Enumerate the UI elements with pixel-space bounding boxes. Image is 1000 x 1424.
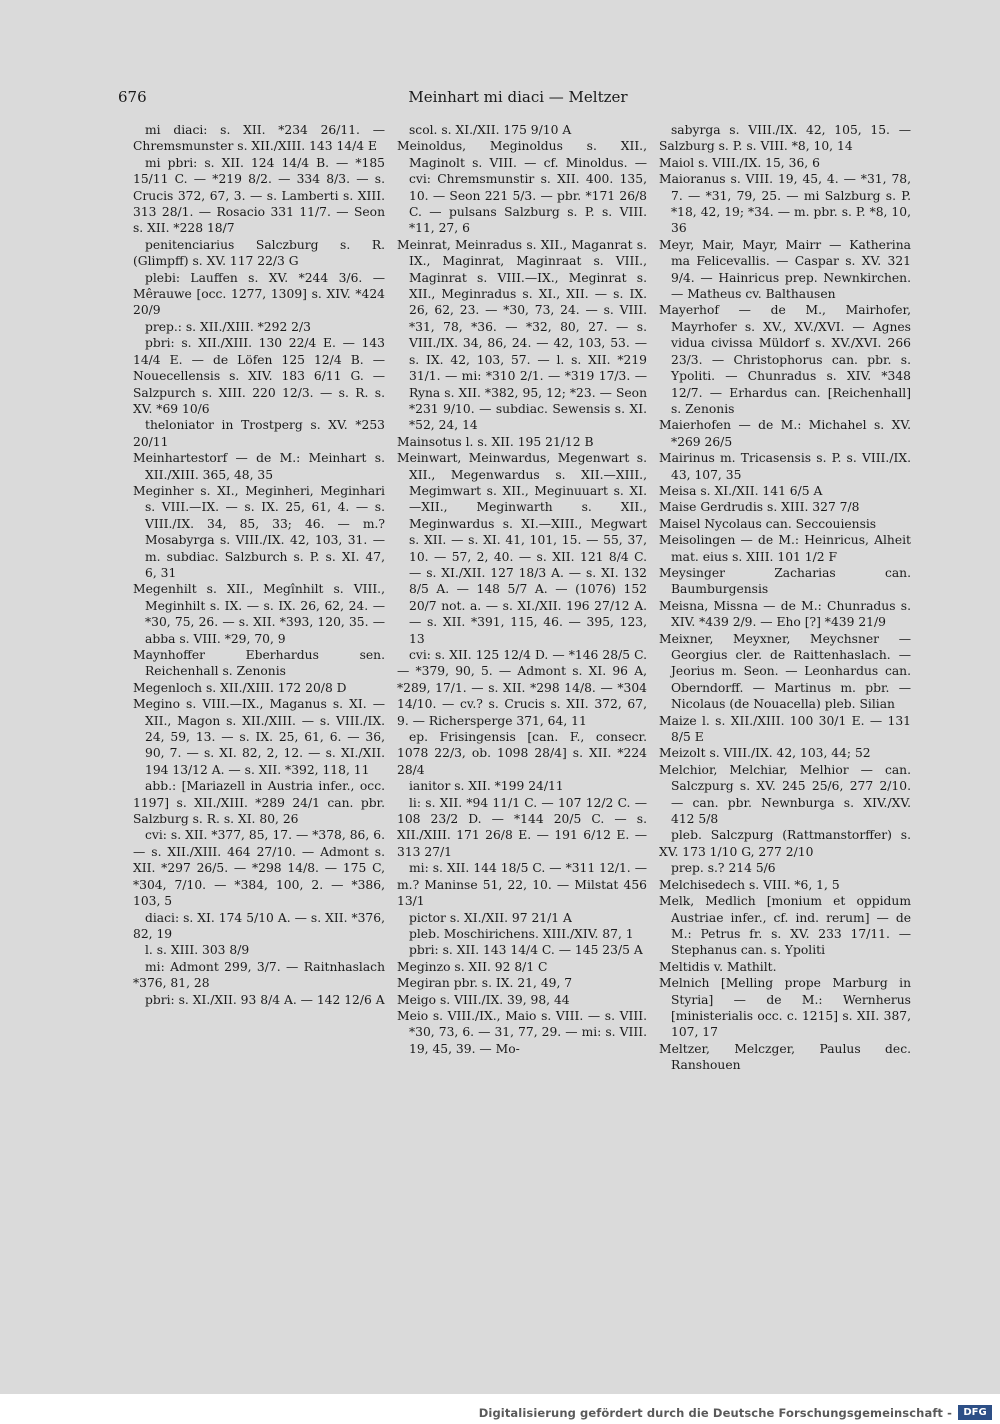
index-subentry: pictor s. XI./XII. 97 21/1 A [409,910,572,925]
index-subentry: mi diaci: s. XII. *234 26/11. — Chremsmunster s. XII./XIII. 143 14/4 E [133,123,385,154]
index-entry: Megenloch s. XII./XIII. 172 20/8 D [133,680,347,695]
index-subentry: pbri: s. XI./XII. 93 8/4 A. — 142 12/6 A [145,992,385,1007]
index-entry: Maierhofen — de M.: Michahel s. XV. *269 26/5 [659,418,911,449]
index-subentry: prep.: s. XII./XIII. *292 2/3 [145,319,311,334]
index-entry: Maiol s. VIII./IX. 15, 36, 6 [659,155,820,170]
index-entry: Meigo s. VIII./IX. 39, 98, 44 [397,992,570,1007]
index-subentry: mi: Admont 299, 3/7. — Raitnhaslach *376, 81, 28 [133,959,385,991]
index-entry: Meizolt s. VIII./IX. 42, 103, 44; 52 [659,746,871,761]
index-subentry: pleb. Moschirichens. XIII./XIV. 87, 1 [409,926,634,941]
index-subentry: sabyrga s. VIII./IX. 42, 105, 15. — Salzburg s. P. s. VIII. *8, 10, 14 [659,123,911,154]
index-entry: Meltidis v. Mathilt. [659,959,777,974]
index-entry: Meinrat, Meinradus s. XII., Maganrat s. IX., Maginrat, Maginraat s. VIII., Maginrat s. VIII.—IX., Meginrat s. XII., Meginradus s. XI., XII. — s. IX. 26, 62, 23. — *30, 73, 24. — s. VIII. *31, 78, *36. — *32, 80, 27. — s. VIII./IX. 34, 86, 24. — 42, 103, 53. — s. IX. 42, 103, 57. — l. s. XII. *219 31/1. — mi: *310 2/1. — *319 17/3. — Ryna s. XII. *382, 95, 12; *23. — Seon *231 9/10. — subdiac. Sewensis s. XI. *52, 24, 14 [397,237,647,433]
column-3 [659,122,911,1074]
footer-credit: Digitalisierung gefördert durch die Deutsche Forschungsgemeinschaft - [478,1406,952,1420]
index-entry: Melchisedech s. VIII. *6, 1, 5 [659,877,840,892]
index-entry: Meixner, Meyxner, Meychsner — Georgius cler. de Raittenhaslach. — Jeorius m. Seon. — Leonhardus can. Oberndorff. — Martinus m. pbr. — Nicolaus (de Nouacella) pleb. Silian [659,631,911,712]
index-entry: Meio s. VIII./IX., Maio s. VIII. — s. VIII. *30, 73, 6. — 31, 77, 29. — mi: s. VIII. 19, 45, 39. — Mo- [397,1008,647,1056]
index-subentry: ianitor s. XII. *199 24/11 [409,779,564,794]
index-entry: Meisolingen — de M.: Heinricus, Alheit mat. eius s. XIII. 101 1/2 F [659,533,911,564]
index-subentry: ep. Frisingensis [can. F., consecr. 1078 22/3, ob. 1098 28/4] s. XII. *224 28/4 [397,730,647,777]
index-subentry: scol. s. XI./XII. 175 9/10 A [409,123,572,137]
index-subentry: diaci: s. XI. 174 5/10 A. — s. XII. *376, 82, 19 [133,910,385,941]
index-entry: Meinwart, Meinwardus, Megenwart s. XII., Megenwardus s. XII.—XIII., Megimwart s. XII., Meginuuart s. XI.—XII., Meginwarth s. XII., Meginwardus s. XI.—XIII., Megwart s. XII. — s. XI. 41, 101, 15. — 55, 37, 10. — 57, 2, 40. — s. XII. 121 8/4 C. — s. XI./XII. 127 18/3 A. — s. XI. 132 8/5 A. — 148 5/7 A. — (1076) 152 20/7 not. a. — s. XI./XII. 196 27/12 A. — s. XII. *391, 115, 46. — 395, 123, 13 [397,451,647,646]
index-subentry: mi pbri: s. XII. 124 14/4 B. — *185 15/11 C. — *219 8/2. — 334 8/3. — s. Crucis 372, 67, 3. — s. Lamberti s. XIII. 313 28/1. — Rosacio 331 11/7. — Seon s. XII. *228 18/7 [133,155,385,236]
index-entry: Meinoldus, Meginoldus s. XII., Maginolt s. VIII. — cf. Minoldus. — cvi: Chremsmunstir s. XII. 400. 135, 10. — Seon 221 5/3. — pbr. *171 26/8 C. — pulsans Salzburg s. P. s. VIII. *11, 27, 6 [397,139,647,236]
index-subentry: prep. s.? 214 5/6 [671,861,776,876]
index-subentry: plebi: Lauffen s. XV. *244 3/6. — Mêrauwe [occ. 1277, 1309] s. XIV. *424 20/9 [133,270,385,318]
index-entry: Meyr, Mair, Mayr, Mairr — Katherina ma Felicevallis. — Caspar s. XV. 321 9/4. — Hainricus prep. Newnkirchen. — Matheus cv. Balthausen [659,237,911,302]
index-entry: Meltzer, Melczger, Paulus dec. Ranshouen [659,1041,911,1073]
index-entry: Maisel Nycolaus can. Seccouiensis [659,516,877,531]
index-entry: Mairinus m. Tricasensis s. P. s. VIII./IX. 43, 107, 35 [659,451,911,482]
index-entry: Meysinger Zacharias can. Baumburgensis [659,565,911,597]
index-entry: Megiran pbr. s. IX. 21, 49, 7 [397,976,573,991]
dfg-logo: DFG [958,1405,992,1420]
index-entry: Megenhilt s. XII., Megînhilt s. VIII., Meginhilt s. IX. — s. IX. 26, 62, 24. — *30, 75, 26. — s. XII. *393, 120, 35. — abba s. VIII. *29, 70, 9 [133,582,385,646]
index-subentry: abb.: [Mariazell in Austria infer., occ. 1197] s. XII./XIII. *289 24/1 can. pbr. Salzburg s. R. s. XI. 80, 26 [133,779,385,827]
index-entry: Mayerhof — de M., Mairhofer, Mayrhofer s. XV., XV./XVI. — Agnes vidua civissa Müldorf s. XV./XVI. 266 23/3. — Christophorus can. pbr. s. Ypoliti. — Chunradus s. XIV. *348 12/7. — Erhardus can. [Reichenhall] s. Zenonis [659,303,911,416]
index-subentry: li: s. XII. *94 11/1 C. — 107 12/2 C. — 108 23/2 D. — *144 20/5 C. — s. XII./XIII. 171 26/8 E. — 191 6/12 E. — 313 27/1 [397,795,647,859]
page-number: 676 [118,88,147,106]
index-subentry: pbri: s. XII. 143 14/4 C. — 145 23/5 A [409,943,643,958]
index-entry: Melchior, Melchiar, Melhior — can. Salczpurg s. XV. 245 25/6, 277 2/10. — can. pbr. Newnburga s. XIV./XV. 412 5/8 [659,762,911,827]
column-2 [397,122,647,1057]
index-entry: Melk, Medlich [monium et oppidum Austriae infer., cf. ind. rerum] — de M.: Petrus fr. s. XV. 233 17/11. — Stephanus can. s. Ypoliti [659,894,911,958]
index-entry: Melnich [Melling prope Marburg in Styria] — de M.: Wernherus [ministerialis occ. c. 1215] s. XII. 387, 107, 17 [659,976,911,1040]
index-subentry: l. s. XIII. 303 8/9 [145,943,250,958]
index-entry: Maynhoffer Eberhardus sen. Reichenhall s. Zenonis [133,648,385,679]
index-subentry: mi: s. XII. 144 18/5 C. — *311 12/1. — m.? Maninse 51, 22, 10. — Milstat 456 13/1 [397,861,647,909]
index-entry: Maise Gerdrudis s. XIII. 327 7/8 [659,500,860,515]
index-entry: Meginzo s. XII. 92 8/1 C [397,959,548,974]
index-entry: Meginher s. XI., Meginheri, Meginhari s. VIII.—IX. — s. IX. 25, 61, 4. — s. VIII./IX. 34, 85, 33; 46. — m.? Mosabyrga s. VIII./IX. 42, 103, 31. — m. subdiac. Salzburch s. P. s. XI. 47, 6, 31 [133,483,385,580]
footer-bar [0,1394,1000,1424]
page-header [118,88,918,110]
index-subentry: cvi: s. XII. 125 12/4 D. — *146 28/5 C. — *379, 90, 5. — Admont s. XI. 96 A, *289, 17/1. — s. XII. *298 14/8. — *304 14/10. — cv.? s. Crucis s. XII. 372, 67, 9. — Richersperge 371, 64, 11 [397,648,647,728]
index-entry: Megino s. VIII.—IX., Maganus s. XI. —XII., Magon s. XII./XIII. — s. VIII./IX. 24, 59, 13. — s. IX. 25, 61, 6. — 36, 90, 7. — s. XI. 82, 2, 12. — s. XI./XII. 194 13/12 A. — s. XII. *392, 118, 11 [133,697,385,777]
index-entry: Mainsotus l. s. XII. 195 21/12 B [397,434,594,449]
running-head: Meinhart mi diaci — Meltzer [408,88,628,106]
index-subentry: pleb. Salczpurg (Rattmanstorffer) s. XV. 173 1/10 G, 277 2/10 [659,828,911,859]
column-1 [133,122,385,1008]
index-subentry: pbri: s. XII./XIII. 130 22/4 E. — 143 14/4 E. — de Löfen 125 12/4 B. — Nouecellensis s. XIV. 183 6/11 G. — Salzpurch s. XIII. 220 12/3. — s. R. s. XV. *69 10/6 [133,336,385,416]
index-subentry: cvi: s. XII. *377, 85, 17. — *378, 86, 6. — s. XII./XIII. 464 27/10. — Admont s. XII. *297 26/5. — *298 14/8. — 175 C, *304, 7/10. — *384, 100, 2. — *386, 103, 5 [133,828,385,909]
index-subentry: penitenciarius Salczburg s. R. (Glimpff) s. XV. 117 22/3 G [133,237,385,269]
index-subentry: theloniator in Trostperg s. XV. *253 20/11 [133,418,385,449]
index-entry: Meisa s. XI./XII. 141 6/5 A [659,483,823,498]
index-entry: Maioranus s. VIII. 19, 45, 4. — *31, 78, 7. — *31, 79, 25. — mi Salzburg s. P. *18, 42, 19; *34. — m. pbr. s. P. *8, 10, 36 [659,172,911,236]
index-entry: Meinhartestorf — de M.: Meinhart s. XII./XIII. 365, 48, 35 [133,451,385,482]
index-entry: Meisna, Missna — de M.: Chunradus s. XIV. *439 2/9. — Eho [?] *439 21/9 [659,598,911,630]
index-entry: Maize l. s. XII./XIII. 100 30/1 E. — 131 8/5 E [659,713,911,745]
